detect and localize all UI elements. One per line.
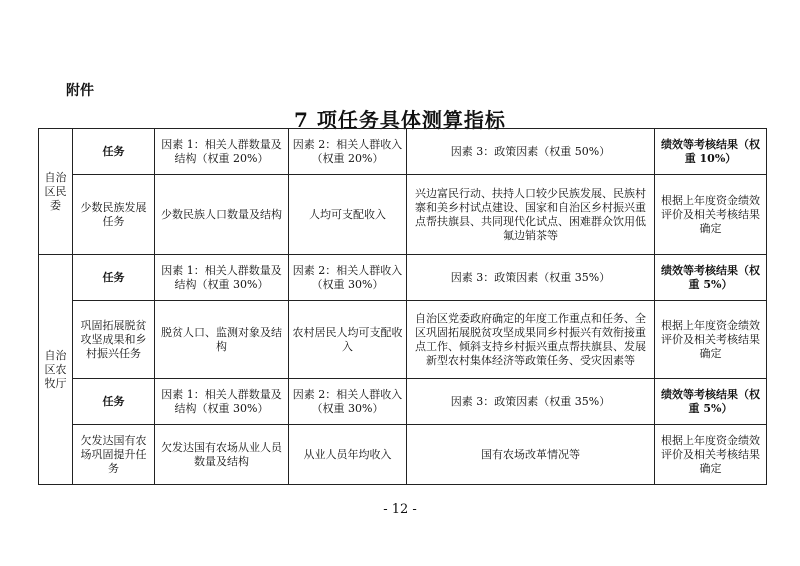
factor3-cell: 兴边富民行动、扶持人口较少民族发展、民族村寨和美乡村试点建设、国家和自治区乡村振兴重点帮扶旗县、共同现代化试点、困难群众饮用低氟边销茶等	[407, 175, 655, 255]
header-factor1: 因素 1：相关人群数量及结构（权重 20%）	[155, 129, 289, 175]
table-row	[39, 425, 767, 485]
perf-cell: 根据上年度资金绩效评价及相关考核结果确定	[655, 175, 767, 255]
header-factor1: 因素 1：相关人群数量及结构（权重 30%）	[155, 379, 289, 425]
header-task: 任务	[73, 129, 155, 175]
header-task: 任务	[73, 255, 155, 301]
header-factor3: 因素 3：政策因素（权重 35%）	[407, 255, 655, 301]
header-task: 任务	[73, 379, 155, 425]
header-perf: 绩效等考核结果（权重 10%）	[655, 129, 767, 175]
factor1-cell: 少数民族人口数量及结构	[155, 175, 289, 255]
factor3-cell: 国有农场改革情况等	[407, 425, 655, 485]
factor1-cell: 欠发达国有农场从业人员数量及结构	[155, 425, 289, 485]
factor2-cell: 人均可支配收入	[289, 175, 407, 255]
table-header-row	[39, 255, 767, 301]
header-perf: 绩效等考核结果（权重 5%）	[655, 379, 767, 425]
factor2-cell: 农村居民人均可支配收入	[289, 301, 407, 379]
factor3-cell: 自治区党委政府确定的年度工作重点和任务、全区巩固拓展脱贫攻坚成果同乡村振兴有效衔接重点工作、倾斜支持乡村振兴重点帮扶旗县、发展新型农村集体经济等政策任务、受灾因素等	[407, 301, 655, 379]
department-cell: 自治区民委	[39, 129, 73, 255]
perf-cell: 根据上年度资金绩效评价及相关考核结果确定	[655, 425, 767, 485]
indicator-table	[38, 128, 767, 485]
header-factor3: 因素 3：政策因素（权重 50%）	[407, 129, 655, 175]
table-header-row	[39, 379, 767, 425]
page-title: 7 项任务具体测算指标	[294, 108, 506, 132]
table-row	[39, 301, 767, 379]
perf-cell: 根据上年度资金绩效评价及相关考核结果确定	[655, 301, 767, 379]
page-number: - 12 -	[383, 502, 417, 517]
header-factor1: 因素 1：相关人群数量及结构（权重 30%）	[155, 255, 289, 301]
task-cell: 少数民族发展任务	[73, 175, 155, 255]
attachment-label: 附件	[66, 83, 94, 99]
header-factor3: 因素 3：政策因素（权重 35%）	[407, 379, 655, 425]
header-factor2: 因素 2：相关人群收入（权重 30%）	[289, 379, 407, 425]
header-factor2: 因素 2：相关人群收入（权重 20%）	[289, 129, 407, 175]
factor2-cell: 从业人员年均收入	[289, 425, 407, 485]
department-cell: 自治区农牧厅	[39, 255, 73, 485]
header-factor2: 因素 2：相关人群收入（权重 30%）	[289, 255, 407, 301]
task-cell: 巩固拓展脱贫攻坚成果和乡村振兴任务	[73, 301, 155, 379]
table-header-row	[39, 129, 767, 175]
factor1-cell: 脱贫人口、监测对象及结构	[155, 301, 289, 379]
task-cell: 欠发达国有农场巩固提升任务	[73, 425, 155, 485]
header-perf: 绩效等考核结果（权重 5%）	[655, 255, 767, 301]
table-row	[39, 175, 767, 255]
